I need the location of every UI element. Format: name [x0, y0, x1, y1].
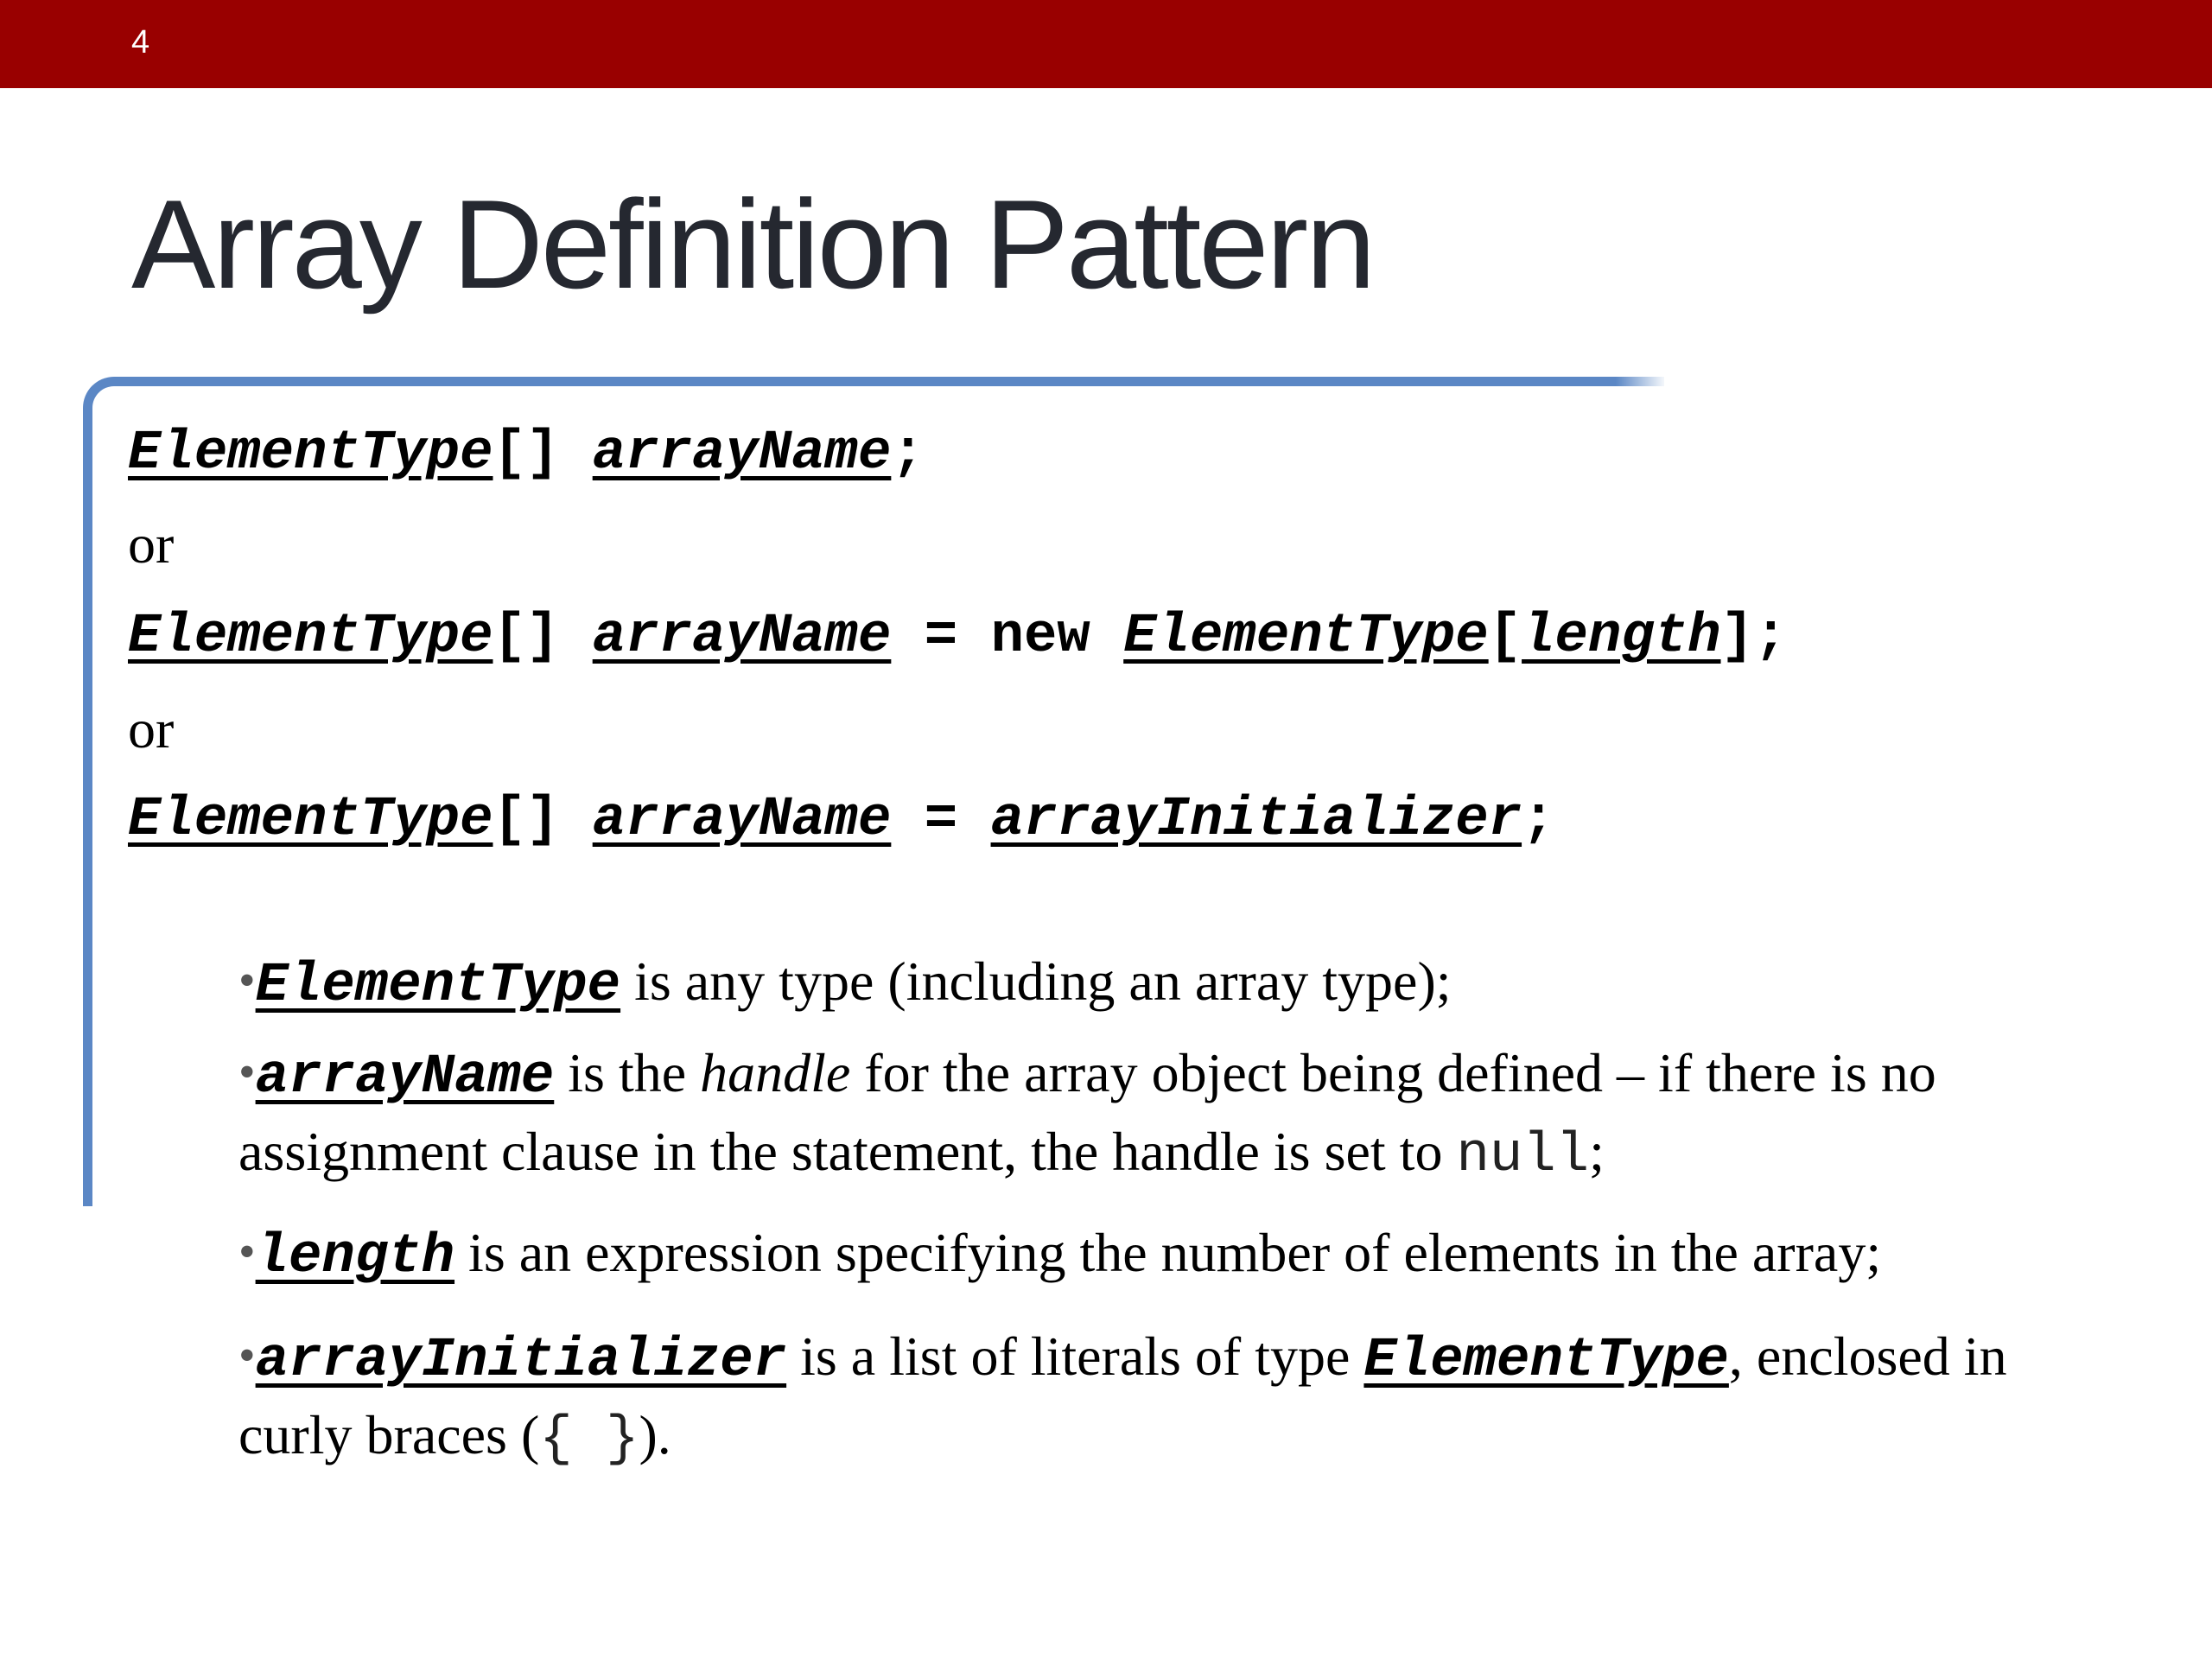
code-brackets: [] [493, 423, 560, 485]
or-separator: or [128, 513, 175, 575]
bullet-element-type [238, 944, 2088, 1023]
placeholder-array-name: arrayName [592, 606, 892, 668]
pattern-new-array [128, 605, 1788, 668]
bullet-term-element-type: ElementType [1363, 1330, 1729, 1392]
slide-title: Array Definition Pattern [131, 174, 1374, 315]
placeholder-array-initializer: arrayInitializer [990, 789, 1522, 851]
bullet-term: length [255, 1226, 455, 1288]
code-semicolon: ; [1522, 789, 1555, 851]
or-separator: or [128, 698, 175, 760]
bullet-term: arrayInitializer [255, 1330, 787, 1392]
code-close: ]; [1720, 606, 1788, 668]
bullet-length [238, 1215, 2088, 1294]
bullet-text: ; [1589, 1121, 1605, 1182]
slide-number: 4 [131, 24, 150, 60]
bullet-dot: • [238, 1046, 256, 1099]
bullet-text: is the [554, 1042, 701, 1103]
code-assign: = [924, 789, 958, 851]
code-brackets: [] [493, 606, 560, 668]
bullet-array-name [238, 1035, 2088, 1193]
code-brackets: [] [493, 789, 560, 851]
bullet-dot: • [238, 954, 256, 1007]
accent-bracket-fade [1616, 377, 1668, 386]
bullet-array-initializer [238, 1319, 2088, 1477]
placeholder-element-type: ElementType [128, 789, 493, 851]
code-open-bracket: [ [1488, 606, 1522, 668]
bullet-term: ElementType [255, 955, 621, 1017]
bullet-code: null [1456, 1125, 1590, 1187]
bullet-text: is any type (including an array type); [620, 950, 1452, 1012]
placeholder-element-type: ElementType [1123, 606, 1489, 668]
bullet-text: is a list of literals of type [786, 1325, 1364, 1387]
bullet-dot: • [238, 1329, 256, 1382]
bullet-term: arrayName [255, 1046, 555, 1109]
code-assign: = [924, 606, 958, 668]
code-semicolon: ; [891, 423, 925, 485]
top-bar [0, 0, 2212, 88]
pattern-initializer [128, 788, 1555, 851]
bullet-text: ). [639, 1404, 671, 1465]
placeholder-element-type: ElementType [128, 423, 493, 485]
bullet-dot: • [238, 1225, 256, 1279]
keyword-new: new [990, 606, 1090, 668]
bullet-code: { } [539, 1408, 639, 1471]
bullet-text: , enclosed in curly braces ( [238, 1325, 2007, 1465]
placeholder-length: length [1522, 606, 1721, 668]
bullet-emphasis: handle [700, 1042, 851, 1103]
bullet-text: for the array object being defined – if there is no assignment clause in the statement, the handle is set to [238, 1042, 1936, 1182]
placeholder-array-name: arrayName [592, 423, 892, 485]
pattern-declaration [128, 422, 925, 485]
placeholder-array-name: arrayName [592, 789, 892, 851]
bullet-text: is an expression specifying the number of elements in the array; [454, 1222, 1882, 1283]
placeholder-element-type: ElementType [128, 606, 493, 668]
